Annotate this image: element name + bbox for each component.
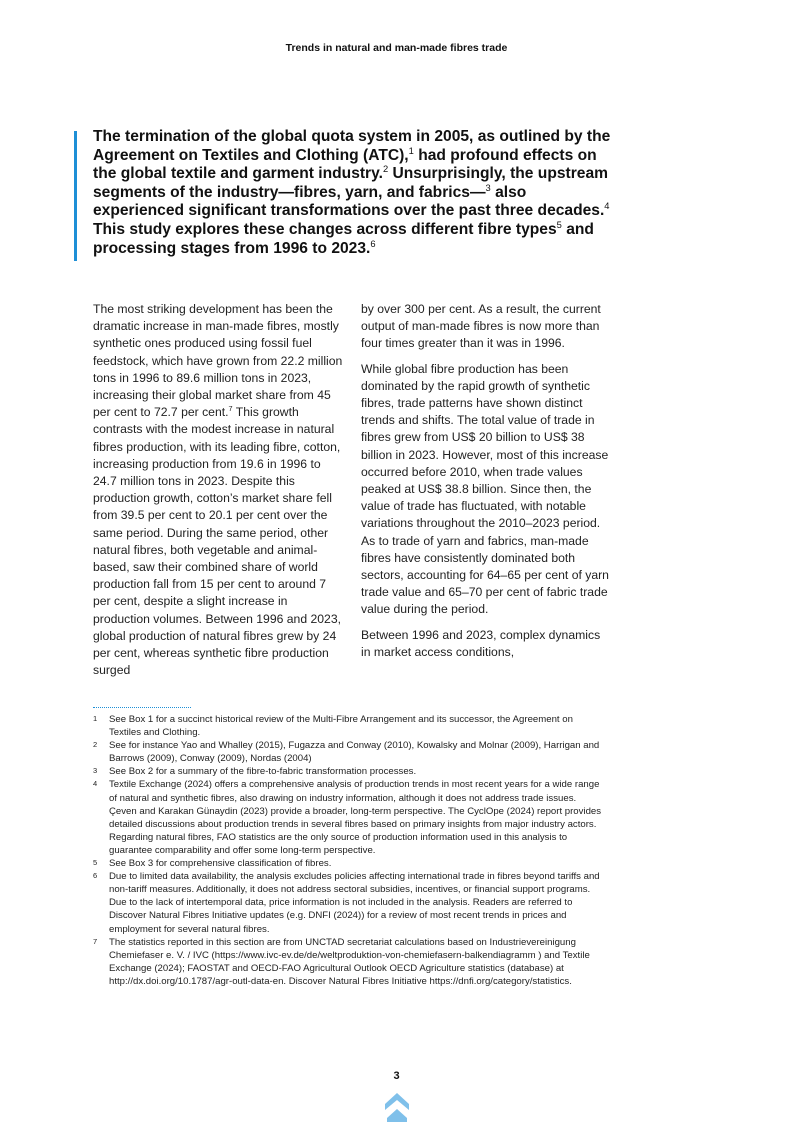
intro-text: had profound effects on the global textile and garment industry. <box>93 146 597 183</box>
running-title: Trends in natural and man-made fibres trade <box>285 42 508 54</box>
footnote-divider <box>93 707 191 708</box>
intro-text: also experienced significant transformations over the past three decades. <box>93 183 605 220</box>
footnote-item: 6 Due to limited data availability, the analysis excludes policies affecting international trade in fibres beyond tariffs and non-tariff measures. Additionally, it does not address sectoral subsidies, incentives, or financial support programs. Due to the lack of intertemporal data, price information is not included in the analysis. Readers are referred to Discover Natural Fibres Initiative updates (e.g. DNFI (2024)) for a review of most recent trends in prices and employment for several natural fibres. <box>93 871 600 935</box>
footnote-ref[interactable]: 2 <box>382 164 389 174</box>
footnote-ref[interactable]: 1 <box>408 145 414 156</box>
footnote-ref[interactable]: 6 <box>370 238 376 249</box>
intro-summary <box>93 128 613 258</box>
chevron-up-logo-icon <box>383 1090 411 1122</box>
footnote-ref[interactable]: 7 <box>228 404 233 414</box>
body-paragraph: The most striking development has been the dramatic increase in man-made fibres, mostly synthetic ones produced using fossil fuel feedstock, which have grown from 22.2 million tons in 1996 to 89.6 million tons in 2023, increasing their global market share from 45 per cent to 72.7 per cent.$^7$ This growth contrasts with the modest increase in natural fibres production, with its leading fibre, cotton, increasing production from 19.6 in 1996 to 24.7 million tons in 2023. Despite this production growth, cotton’s market share fell from 39.5 per cent to 20.1 per cent over the same period. During the same period, other natural fibres, both vegetable and animal-based, saw their combined share of world production fall from 15 per cent to around 7 per cent, despite a slight increase in production volumes. Between 1996 and 2023, global production of natural fibres grew by 24 per cent, whereas synthetic fibre production surged <box>93 302 343 678</box>
intro-text: The termination of the global quota system in 2005, as outlined by the Agreement on Textiles and Clothing (ATC), <box>93 128 611 164</box>
body-paragraph: Between 1996 and 2023, complex dynamics in market access conditions, <box>361 627 601 659</box>
footnote-item: 1 See Box 1 for a succinct historical review of the Multi-Fibre Arrangement and its successor, the Agreement on Textiles and Clothing. <box>93 714 573 739</box>
intro-text: This study explores these changes across different fibre types <box>93 220 557 238</box>
footnote-item: 7 The statistics reported in this section are from UNCTAD secretariat calculations based on Industrievereinigung Chemiefaser e. V. / IVC (https://www.ivc-ev.de/de/weltproduktion-von-chemiefasern-balkendiagramm ) and Textile Exchange (2024); FAOSTAT and OECD-FAO Agricultural Outlook OECD Agriculture statistics (database) at http://dx.doi.org/10.1787/agr-outl-data-en. Discover Natural Fibres Initiative https://dnfi.org/category/statistics. <box>93 936 590 987</box>
body-paragraph: by over 300 per cent. As a result, the current output of man-made fibres is now more than four times greater than it was in 1996. <box>361 302 601 351</box>
intro-text: Unsurprisingly, the upstream segments of the industry—fibres, yarn, and fabrics— <box>93 165 608 201</box>
body-paragraph: While global fibre production has been dominated by the rapid growth of synthetic fibres, trade patterns have shown distinct trends and shifts. The total value of trade in fibres grew from US$ 20 billion to US$ 38 billion in 2023. However, most of this increase occurred before 2010, when trade values peaked at US$ 38.8 billion. Since then, the value of trade has fluctuated, with notable variations throughout the 2010–2023 period. As to trade of yarn and fabrics, man-made fibres have consistently dominated both sectors, accounting for 64–65 per cent of yarn trade value and 65–70 per cent of fabric trade value during the period. <box>361 361 609 617</box>
footnote-item: 2 See for instance Yao and Whalley (2015), Fugazza and Conway (2010), Kowalsky and Molnar (2009), Harrigan and Barrows (2009), Conway (2009), Nordas (2004) <box>93 740 600 765</box>
footnote-ref[interactable]: 4 <box>604 201 610 212</box>
footnote-ref[interactable]: 3 <box>485 182 491 193</box>
intro-text: and processing stages from 1996 to 2023. <box>93 220 594 257</box>
footnotes <box>93 713 605 988</box>
body-column-right <box>361 301 611 669</box>
footnote-item: 4 Textile Exchange (2024) offers a comprehensive analysis of production trends in most recent years for a wide range of natural and synthetic fibres, also drawing on industry information, although it does not address trade issues. Çeven and Karakan Günaydin (2023) provide a broader, long-term perspective. The CyclOpe (2024) report provides detailed discussions about production trends in several fibres based on primary insights from major industry actors. Regarding natural fibres, FAO statistics are the only source of production information used in this analysis to guarantee comparability and offer some long-term perspective. <box>93 779 602 856</box>
footnote-item: 3 See Box 2 for a summary of the fibre-to-fabric transformation processes. <box>93 766 417 778</box>
footnote-ref[interactable]: 5 <box>556 219 562 230</box>
footnote-item: 5 See Box 3 for comprehensive classification of fibres. <box>93 858 332 870</box>
page-number: 3 <box>393 1070 400 1082</box>
intro-accent-bar <box>74 131 77 261</box>
body-column-left <box>93 301 343 687</box>
